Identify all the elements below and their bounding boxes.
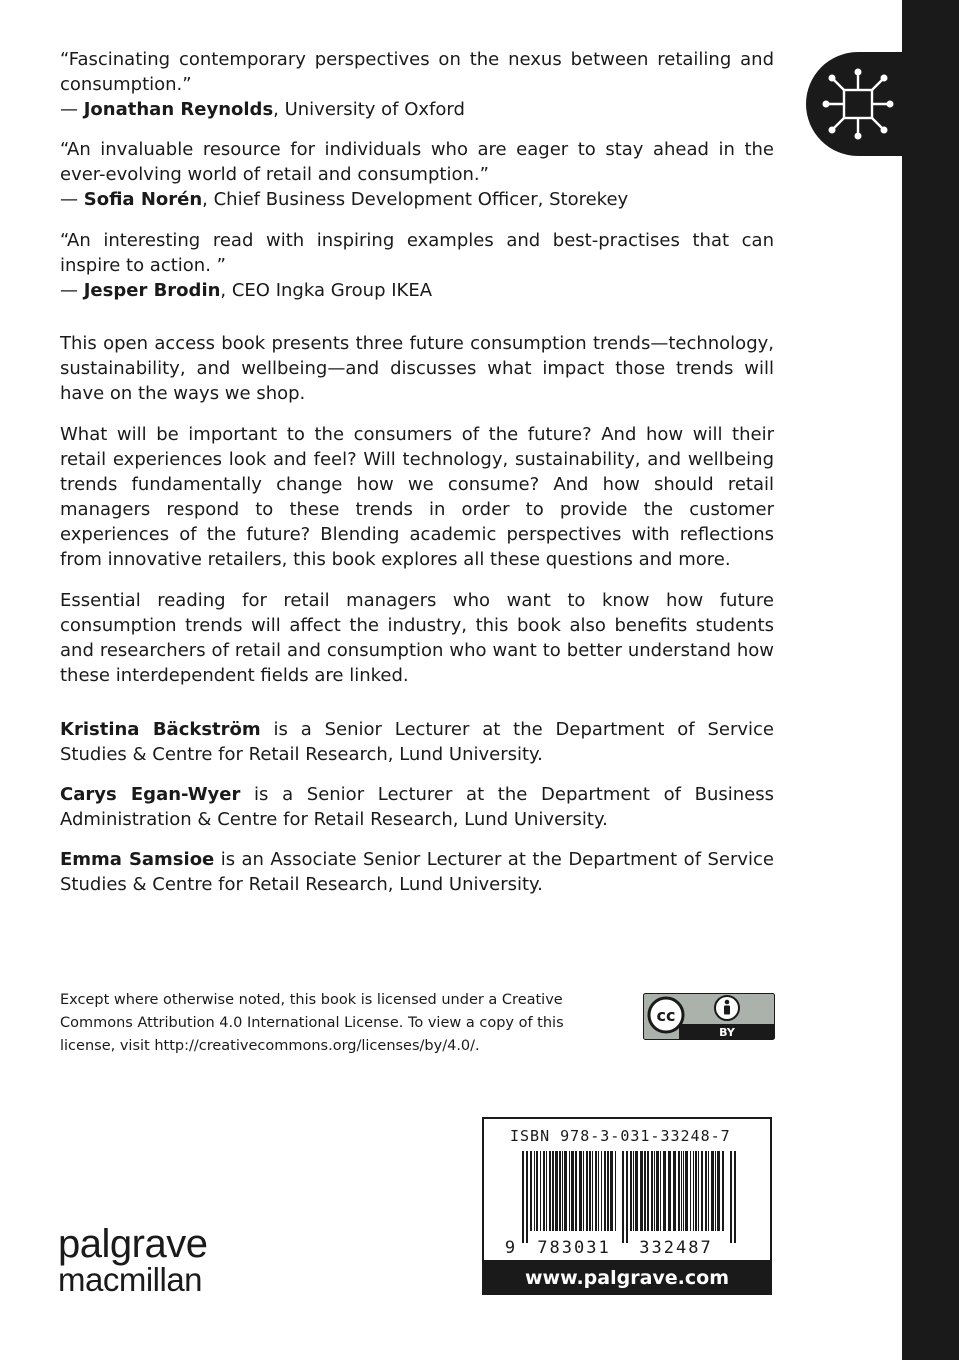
- barcode-bar: [693, 1151, 694, 1231]
- barcode-bar: [595, 1151, 597, 1231]
- barcode-bar: [633, 1151, 634, 1231]
- barcode-digit-lead: 9: [504, 1238, 516, 1257]
- barcode-bar: [644, 1151, 646, 1231]
- author-bio-text: is an Associate Senior Lecturer at the Department of Service Studies & Centre for Retail Research, Lund University.: [60, 849, 774, 895]
- barcode-bar: [622, 1151, 624, 1243]
- barcode-bar: [536, 1151, 538, 1231]
- palgrave-logo-tab: [806, 52, 946, 156]
- praise-1: [60, 47, 774, 122]
- barcode-bar: [683, 1151, 684, 1231]
- author-bio-3: [60, 847, 774, 897]
- barcode-bar: [717, 1151, 720, 1231]
- barcode-bar: [562, 1151, 563, 1231]
- barcode-bar: [668, 1151, 671, 1231]
- barcode-bar: [715, 1151, 716, 1231]
- isbn-label: ISBN 978-3-031-33248-7: [510, 1127, 731, 1145]
- praise-affiliation: , Chief Business Development Officer, Storekey: [202, 189, 629, 210]
- barcode-bar: [559, 1151, 561, 1231]
- barcode-bar: [673, 1151, 676, 1231]
- praise-3: [60, 228, 774, 303]
- barcode-bar: [701, 1151, 703, 1231]
- description-2: [60, 422, 774, 572]
- author-bio: [60, 782, 774, 832]
- barcode-bar: [543, 1151, 545, 1231]
- barcode-bar: [522, 1151, 524, 1243]
- author-name: Kristina Bäckström: [60, 719, 261, 740]
- praise-dash: —: [60, 99, 84, 120]
- barcode-bar: [549, 1151, 551, 1231]
- barcode-bar: [526, 1151, 528, 1243]
- barcode-bar: [678, 1151, 680, 1231]
- barcode: [498, 1149, 760, 1257]
- praise-dash: —: [60, 189, 84, 210]
- barcode-bar: [630, 1151, 632, 1231]
- by-badge-text: BY: [719, 1026, 735, 1039]
- barcode-bar: [635, 1151, 638, 1231]
- barcode-bar: [555, 1151, 558, 1231]
- barcode-bar: [705, 1151, 707, 1231]
- barcode-bar: [681, 1151, 682, 1231]
- barcode-bar: [540, 1151, 541, 1231]
- barcode-bar: [575, 1151, 577, 1231]
- barcode-bar: [552, 1151, 554, 1231]
- barcode-bar: [589, 1151, 591, 1231]
- author-bio: [60, 847, 774, 897]
- description-paragraph: Essential reading for retail managers who want to know how future consumption trends will affect the industry, this book also benefits students and researchers of retail and consumption who want to better understand how these interdependent fields are linked.: [60, 590, 774, 686]
- author-name: Carys Egan-Wyer: [60, 784, 241, 805]
- isbn-barcode-box: [482, 1117, 772, 1262]
- barcode-bar: [530, 1151, 532, 1231]
- barcode-bar: [592, 1151, 593, 1231]
- praise-name: Sofia Norén: [83, 189, 203, 210]
- publisher-name-line1: palgrave: [58, 1222, 208, 1266]
- barcode-digits-right: 332487: [639, 1238, 713, 1257]
- barcode-bar: [615, 1151, 616, 1231]
- barcode-bar: [711, 1151, 714, 1231]
- barcode-bar: [656, 1151, 659, 1231]
- barcode-bar: [647, 1151, 649, 1231]
- barcode-digits-left: 783031: [537, 1238, 611, 1257]
- barcode-bar: [695, 1151, 697, 1231]
- author-bio-text: is a Senior Lecturer at the Department of Service Studies & Centre for Retail Research, Lund University.: [60, 719, 774, 765]
- barcode-bar: [571, 1151, 574, 1231]
- author-bio: [60, 717, 774, 767]
- barcode-bar: [722, 1151, 724, 1231]
- barcode-bar: [698, 1151, 699, 1231]
- license-notice: Except where otherwise noted, this book is licensed under a Creative Commons Attribution 4.0 International License. To view a copy of this license, visit http://creativecommons.org/licenses/by/4.0/.: [60, 992, 564, 1054]
- praise-quote: “Fascinating contemporary perspectives on the nexus between retailing and consumption.”: [60, 49, 774, 95]
- barcode-bar: [640, 1151, 643, 1231]
- praise-name: Jonathan Reynolds: [83, 99, 274, 120]
- barcode-bar: [607, 1151, 609, 1231]
- description-paragraph: This open access book presents three future consumption trends—technology, sustainability, and wellbeing—and discusses what impact those trends will have on the ways we shop.: [60, 333, 774, 404]
- barcode-bar: [685, 1151, 688, 1231]
- barcode-bar: [660, 1151, 661, 1231]
- barcode-bar: [626, 1151, 628, 1243]
- barcode-bar: [579, 1151, 582, 1231]
- praise-affiliation: , CEO Ingka Group IKEA: [220, 280, 433, 301]
- description-3: [60, 588, 774, 688]
- barcode-bar: [601, 1151, 602, 1231]
- praise-quote: “An invaluable resource for individuals who are eager to stay ahead in the ever-evolving world of retail and consumption.”: [60, 139, 774, 185]
- barcode-bar: [734, 1151, 736, 1243]
- barcode-bar: [610, 1151, 613, 1231]
- publisher-name-line2: macmillan: [58, 1261, 203, 1298]
- barcode-bar: [583, 1151, 584, 1231]
- barcode-bar: [663, 1151, 666, 1231]
- barcode-bar: [654, 1151, 655, 1231]
- spine: [902, 0, 959, 1360]
- barcode-bar: [546, 1151, 547, 1231]
- praise-attribution: [60, 97, 774, 122]
- barcode-bar: [651, 1151, 653, 1231]
- barcode-bar: [604, 1151, 606, 1231]
- praise-name: Jesper Brodin: [83, 280, 221, 301]
- barcode-bar: [586, 1151, 588, 1231]
- praise-attribution: [60, 278, 774, 303]
- praise-quote: “An interesting read with inspiring examples and best-practises that can inspire to action. ”: [60, 230, 774, 276]
- barcode-bar: [730, 1151, 732, 1243]
- barcode-bar: [690, 1151, 691, 1231]
- praise-attribution: [60, 187, 774, 212]
- publisher-website: www.palgrave.com: [482, 1262, 772, 1295]
- author-bio-2: [60, 782, 774, 832]
- praise-dash: —: [60, 280, 84, 301]
- description-paragraph: What will be important to the consumers of the future? And how will their retail experiences look and feel? Will technology, sustainability, and wellbeing trends fundamentally change how we consume? And how should retail managers respond to these trends in order to provide the customer experiences of the future? Blending academic perspectives with reflections from innovative retailers, this book explores all these questions and more.: [60, 424, 774, 570]
- barcode-bar: [569, 1151, 570, 1231]
- barcode-bar: [534, 1151, 535, 1231]
- publisher-logo: [58, 1222, 208, 1298]
- praise-2: [60, 137, 774, 212]
- cc-by-badge: [643, 993, 775, 1040]
- cc-badge-text: cc: [656, 1006, 676, 1025]
- author-bio-text: is a Senior Lecturer at the Department of Business Administration & Centre for Retail Research, Lund University.: [60, 784, 774, 830]
- praise-affiliation: , University of Oxford: [273, 99, 465, 120]
- barcode-bar: [598, 1151, 599, 1231]
- description-1: [60, 331, 774, 406]
- barcode-bar: [708, 1151, 709, 1231]
- palgrave-network-icon: [820, 66, 896, 142]
- author-name: Emma Samsioe: [60, 849, 215, 870]
- author-bio-1: [60, 717, 774, 767]
- barcode-bar: [564, 1151, 567, 1231]
